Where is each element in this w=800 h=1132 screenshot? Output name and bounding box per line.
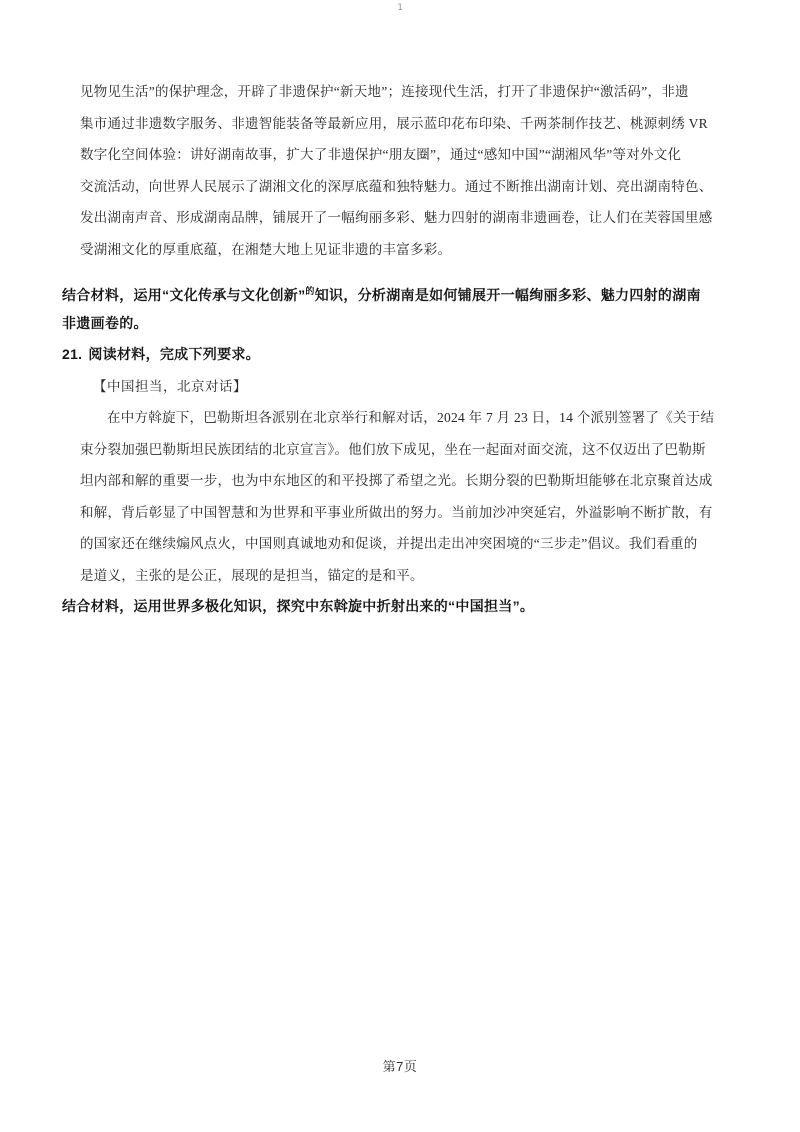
question-prompt-line: 结合材料，运用世界多极化知识，探究中东斡旋中折射出来的“中国担当”。 [62, 598, 535, 614]
page-content [0, 76, 800, 623]
material-line: 见物见生活”的保护理念，开辟了非遗保护“新天地”；连接现代生活，打开了非遗保护“激活码”，非遗 [80, 84, 689, 99]
top-page-marker: 1 [397, 3, 403, 13]
question-prompt-multipolar [62, 591, 800, 623]
question-prompt-line [62, 276, 800, 308]
prompt-superscript: 的 [305, 286, 315, 296]
material-paragraph-heritage [80, 76, 800, 265]
prompt-text-post: 知识，分析湖南是如何铺展开一幅绚丽多彩、魅力四射的湖南 [314, 287, 701, 303]
question-21-line [62, 339, 800, 371]
material-line: 坦内部和解的重要一步，也为中东地区的和平投掷了希望之光。长期分裂的巴勒斯坦能够在北京聚首达成 [80, 473, 713, 488]
question-21-heading [62, 339, 800, 371]
material-line: 在中方斡旋下，巴勒斯坦各派别在北京举行和解对话，2024 年 7 月 23 日，14 个派别签署了《关于结 [107, 410, 715, 425]
question-prompt-culture [62, 276, 800, 339]
prompt-text-pre: 结合材料，运用“文化传承与文化创新” [62, 287, 306, 303]
material-line: 的国家还在继续煽风点火，中国则真诚地劝和促谈，并提出走出冲突困境的“三步走”倡议。我们看重的 [80, 536, 698, 551]
material-line: 发出湖南声音、形成湖南品牌，铺展开了一幅绚丽多彩、魅力四射的湖南非遗画卷，让人们在芙蓉国里感 [80, 210, 713, 225]
question-heading-text: 阅读材料，完成下列要求。 [88, 346, 260, 362]
question-prompt-line: 非遗画卷的。 [62, 314, 148, 331]
material-line: 交流活动，向世界人民展示了湖湘文化的深厚底蕴和独特魅力。通过不断推出湖南计划、亮出湖南特色、 [80, 178, 713, 194]
bracket-subtitle: 【中国担当，北京对话】 [93, 378, 247, 394]
material-line: 和解，背后彰显了中国智慧和为世界和平事业所做出的努力。当前加沙冲突延宕，外溢影响不断扩散，有 [80, 504, 713, 520]
material-line: 是道义，主张的是公正，展现的是担当，锚定的是和平。 [80, 567, 424, 583]
footer-page-number: 第7页 [382, 1059, 418, 1074]
material-line: 数字化空间体验：讲好湖南故事，扩大了非遗保护“朋友圈”，通过“感知中国”“湖湘风华”等对外文化 [80, 147, 682, 162]
material-paragraph-dialogue [80, 402, 800, 591]
material-line: 受湖湘文化的厚重底蕴，在湘楚大地上见证非遗的丰富多彩。 [80, 241, 452, 257]
question-number: 21. [62, 346, 83, 362]
material-line: 集市通过非遗数字服务、非遗智能装备等最新应用，展示蓝印花布印染、千两茶制作技艺、桃源刺绣 VR [80, 115, 708, 131]
material-line: 束分裂加强巴勒斯坦民族团结的北京宣言》。他们放下成见，坐在一起面对面交流，这不仅迈出了巴勒斯 [80, 441, 706, 457]
